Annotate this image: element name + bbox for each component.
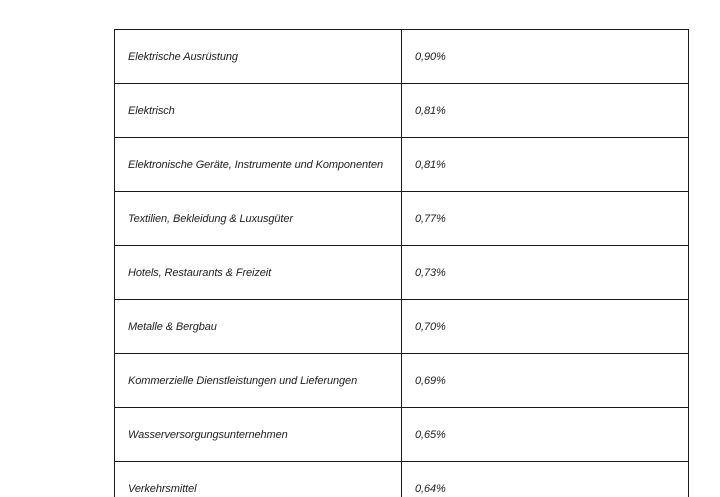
sector-name-cell: Wasserversorgungsunternehmen [115, 408, 402, 462]
sector-value-cell: 0,65% [402, 408, 689, 462]
sector-value-cell: 0,77% [402, 192, 689, 246]
table-row [115, 138, 689, 192]
sector-name-cell: Metalle & Bergbau [115, 300, 402, 354]
table-row [115, 30, 689, 84]
sector-value-cell: 0,64% [402, 462, 689, 497]
sector-name-cell: Textilien, Bekleidung & Luxusgüter [115, 192, 402, 246]
sector-value-cell: 0,73% [402, 246, 689, 300]
sector-name-cell: Elektrische Ausrüstung [115, 30, 402, 84]
sector-value-cell: 0,90% [402, 30, 689, 84]
sector-name-cell: Verkehrsmittel [115, 462, 402, 497]
table-row [115, 192, 689, 246]
sector-name-cell: Elektronische Geräte, Instrumente und Komponenten [115, 138, 402, 192]
table-row [115, 246, 689, 300]
table-row [115, 462, 689, 497]
sector-value-cell: 0,81% [402, 84, 689, 138]
sector-value-cell: 0,70% [402, 300, 689, 354]
sector-name-cell: Elektrisch [115, 84, 402, 138]
table-row [115, 300, 689, 354]
sector-value-cell: 0,81% [402, 138, 689, 192]
sector-name-cell: Hotels, Restaurants & Freizeit [115, 246, 402, 300]
sector-value-cell: 0,69% [402, 354, 689, 408]
table-row [115, 408, 689, 462]
sector-weight-table [114, 29, 689, 497]
table-row [115, 354, 689, 408]
table-row [115, 84, 689, 138]
sector-name-cell: Kommerzielle Dienstleistungen und Lieferungen [115, 354, 402, 408]
